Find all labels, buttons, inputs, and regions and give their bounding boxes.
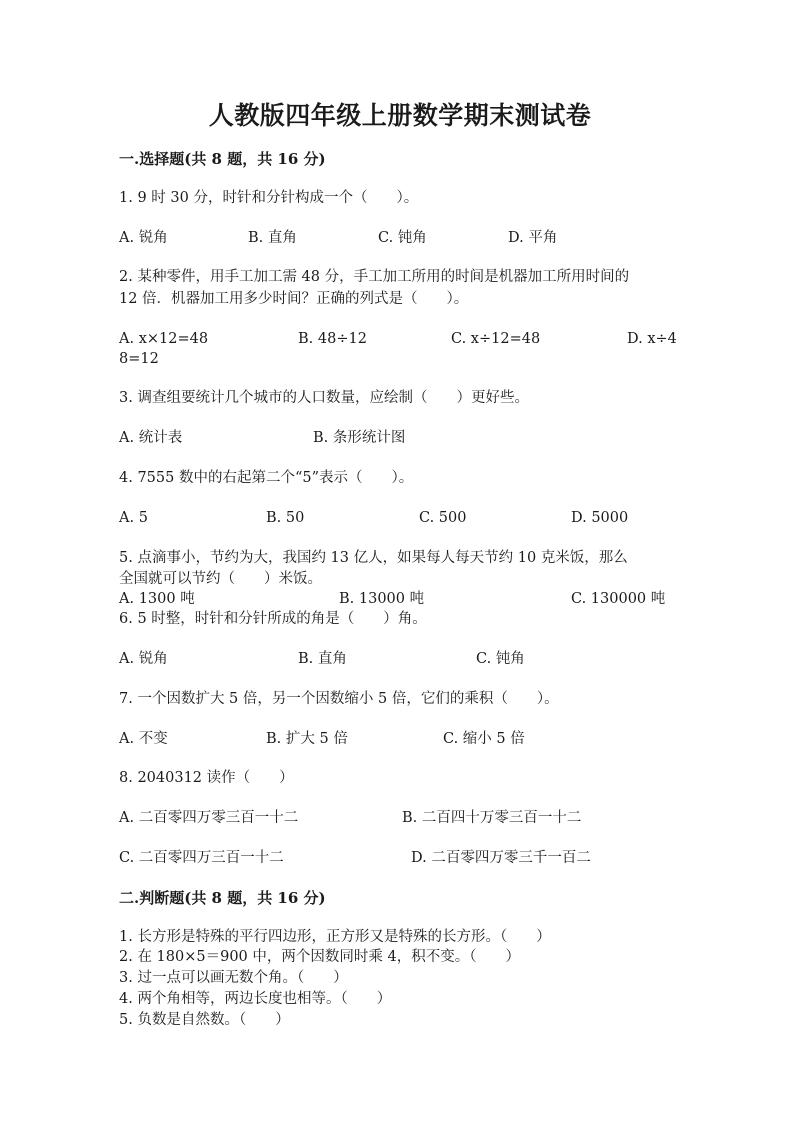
judgement-item: 5. 负数是自然数。（ ） — [119, 1012, 290, 1028]
judgement-item: 1. 长方形是特殊的平行四边形，正方形又是特殊的长方形。（ ） — [119, 929, 551, 945]
option: B. 50 — [266, 510, 305, 526]
judgement-item: 2. 在 180×5＝900 中，两个因数同时乘 4，积不变。（ ） — [119, 949, 520, 965]
option: D. 平角 — [508, 230, 558, 246]
option: B. 条形统计图 — [313, 430, 406, 446]
option: D. x÷4 — [627, 331, 677, 347]
option: A. 不变 — [119, 731, 168, 747]
option: B. 扩大 5 倍 — [266, 731, 348, 747]
option: A. 二百零四万零三百一十二 — [119, 810, 299, 826]
question-text: 2. 某种零件，用手工加工需 48 分，手工加工所用的时间是机器加工所用时间的 — [119, 269, 630, 285]
option: D. 5000 — [571, 510, 629, 526]
section-heading-judgement: 二.判断题(共 8 题，共 16 分) — [119, 889, 326, 907]
question-text: 6. 5 时整，时针和分针所成的角是（ ）角。 — [119, 611, 427, 627]
option: B. 直角 — [248, 230, 297, 246]
judgement-item: 3. 过一点可以画无数个角。（ ） — [119, 970, 348, 986]
option: C. 缩小 5 倍 — [443, 731, 525, 747]
option: C. 钝角 — [378, 230, 427, 246]
section-heading-choice: 一.选择题(共 8 题，共 16 分) — [119, 150, 326, 168]
question-text: 5. 点滴事小，节约为大，我国约 13 亿人，如果每人每天节约 10 克米饭，那么 — [119, 550, 628, 566]
question-text: 1. 9 时 30 分，时针和分针构成一个（ ）。 — [119, 190, 419, 206]
option: B. 48÷12 — [298, 331, 367, 347]
option-continuation: 8=12 — [119, 351, 159, 367]
option: A. 5 — [119, 510, 148, 526]
question-text: 全国就可以节约（ ）米饭。 — [119, 571, 322, 587]
option: A. x×12=48 — [119, 331, 209, 347]
option: C. 二百零四万三百一十二 — [119, 850, 284, 866]
option: C. 130000 吨 — [571, 591, 666, 607]
option: A. 锐角 — [119, 651, 168, 667]
option: C. 500 — [419, 510, 467, 526]
option: B. 二百四十万零三百一十二 — [402, 810, 582, 826]
exam-title: 人教版四年级上册数学期末测试卷 — [208, 101, 592, 130]
option: C. 钝角 — [476, 651, 525, 667]
question-text: 12 倍．机器加工用多少时间？正确的列式是（ ）。 — [119, 291, 469, 307]
option: B. 直角 — [298, 651, 347, 667]
option: A. 统计表 — [119, 430, 183, 446]
option: C. x÷12=48 — [451, 331, 541, 347]
option: A. 锐角 — [119, 230, 168, 246]
option: B. 13000 吨 — [339, 591, 425, 607]
option: D. 二百零四万零三千一百二 — [411, 850, 591, 866]
question-text: 4. 7555 数中的右起第二个“5”表示（ ）。 — [119, 470, 414, 486]
question-text: 7. 一个因数扩大 5 倍，另一个因数缩小 5 倍，它们的乘积（ ）。 — [119, 691, 559, 707]
question-text: 3. 调查组要统计几个城市的人口数量，应绘制（ ）更好些。 — [119, 390, 529, 406]
option: A. 1300 吨 — [119, 591, 195, 607]
judgement-item: 4. 两个角相等，两边长度也相等。（ ） — [119, 991, 392, 1007]
question-text: 8. 2040312 读作（ ） — [119, 770, 294, 786]
